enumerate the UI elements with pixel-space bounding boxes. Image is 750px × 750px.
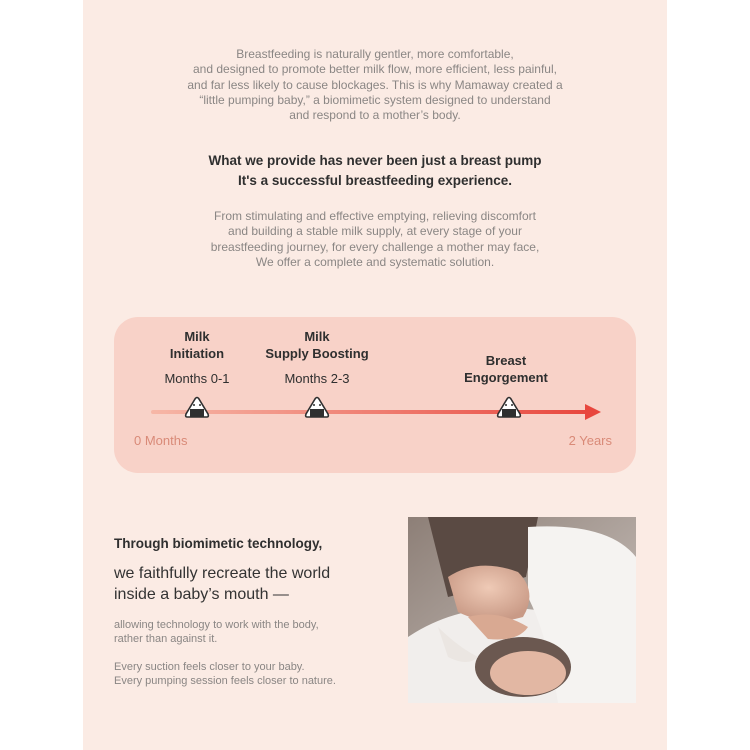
feature-statement-line: inside a baby’s mouth —: [114, 586, 289, 603]
feature-note-line: Every pumping session feels closer to nature.: [114, 675, 336, 687]
feature-statement: [114, 563, 394, 605]
arrow-head-icon: [585, 404, 601, 420]
intro-line: “little pumping baby,” a biomimetic system designed to understand: [199, 92, 551, 107]
stage-title-line: Initiation: [169, 346, 225, 361]
stage-months-label: Months 2-3: [284, 371, 350, 386]
intro-line: and far less likely to cause blockages. This is why Mamaway created a: [187, 77, 563, 92]
intro-line: and respond to a mother’s body.: [289, 108, 461, 123]
headline-line: What we provide has never been just a breast pump: [208, 153, 542, 168]
stage-title-line: Supply Boosting: [265, 346, 369, 361]
stage-title-line: Breast: [485, 353, 527, 368]
intro-paragraph: [83, 47, 667, 123]
feature-subtext-line: allowing technology to work with the body,: [114, 619, 319, 631]
solution-line: breastfeeding journey, for every challenge a mother may face,: [210, 239, 540, 254]
headline: [83, 151, 667, 191]
stage-breast-engorgement: [446, 352, 566, 386]
rice-ball-icon: [186, 398, 209, 418]
mother-breastfeeding-baby-photo: [408, 517, 636, 703]
intro-line: and designed to promote better milk flow, more efficient, less painful,: [193, 62, 557, 77]
solution-line: We offer a complete and systematic solution.: [255, 254, 495, 269]
solution-paragraph: [83, 209, 667, 270]
feature-statement-line: we faithfully recreate the world: [114, 565, 331, 582]
intro-line: Breastfeeding is naturally gentler, more comfortable,: [236, 47, 514, 61]
timeline-end-label: 2 Years: [568, 433, 612, 448]
stage-title-line: Engorgement: [464, 370, 548, 385]
stage-title-line: Milk: [304, 329, 330, 344]
stage-milk-initiation: [147, 328, 247, 362]
timeline-start-label: 0 Months: [134, 433, 188, 448]
rice-ball-icon: [306, 398, 329, 418]
page: [83, 0, 667, 750]
feature-note-line: Every suction feels closer to your baby.: [114, 661, 305, 673]
feature-subtext: [114, 618, 384, 646]
photo-illustration: [408, 517, 636, 703]
stage-months-label: Months 0-1: [164, 371, 230, 386]
solution-line: and building a stable milk supply, at every stage of your: [228, 224, 522, 239]
feature-title: Through biomimetic technology,: [114, 536, 323, 551]
solution-line: From stimulating and effective emptying, relieving discomfort: [214, 209, 536, 223]
feature-subtext-line: rather than against it.: [114, 633, 218, 645]
feature-note: [114, 660, 394, 688]
stage-milk-supply-boosting: [252, 328, 382, 362]
stage-title-line: Milk: [184, 329, 210, 344]
timeline-line: [151, 410, 591, 414]
timeline-panel: [114, 317, 636, 473]
rice-ball-icon: [498, 398, 521, 418]
headline-line: It's a successful breastfeeding experience.: [237, 173, 513, 188]
